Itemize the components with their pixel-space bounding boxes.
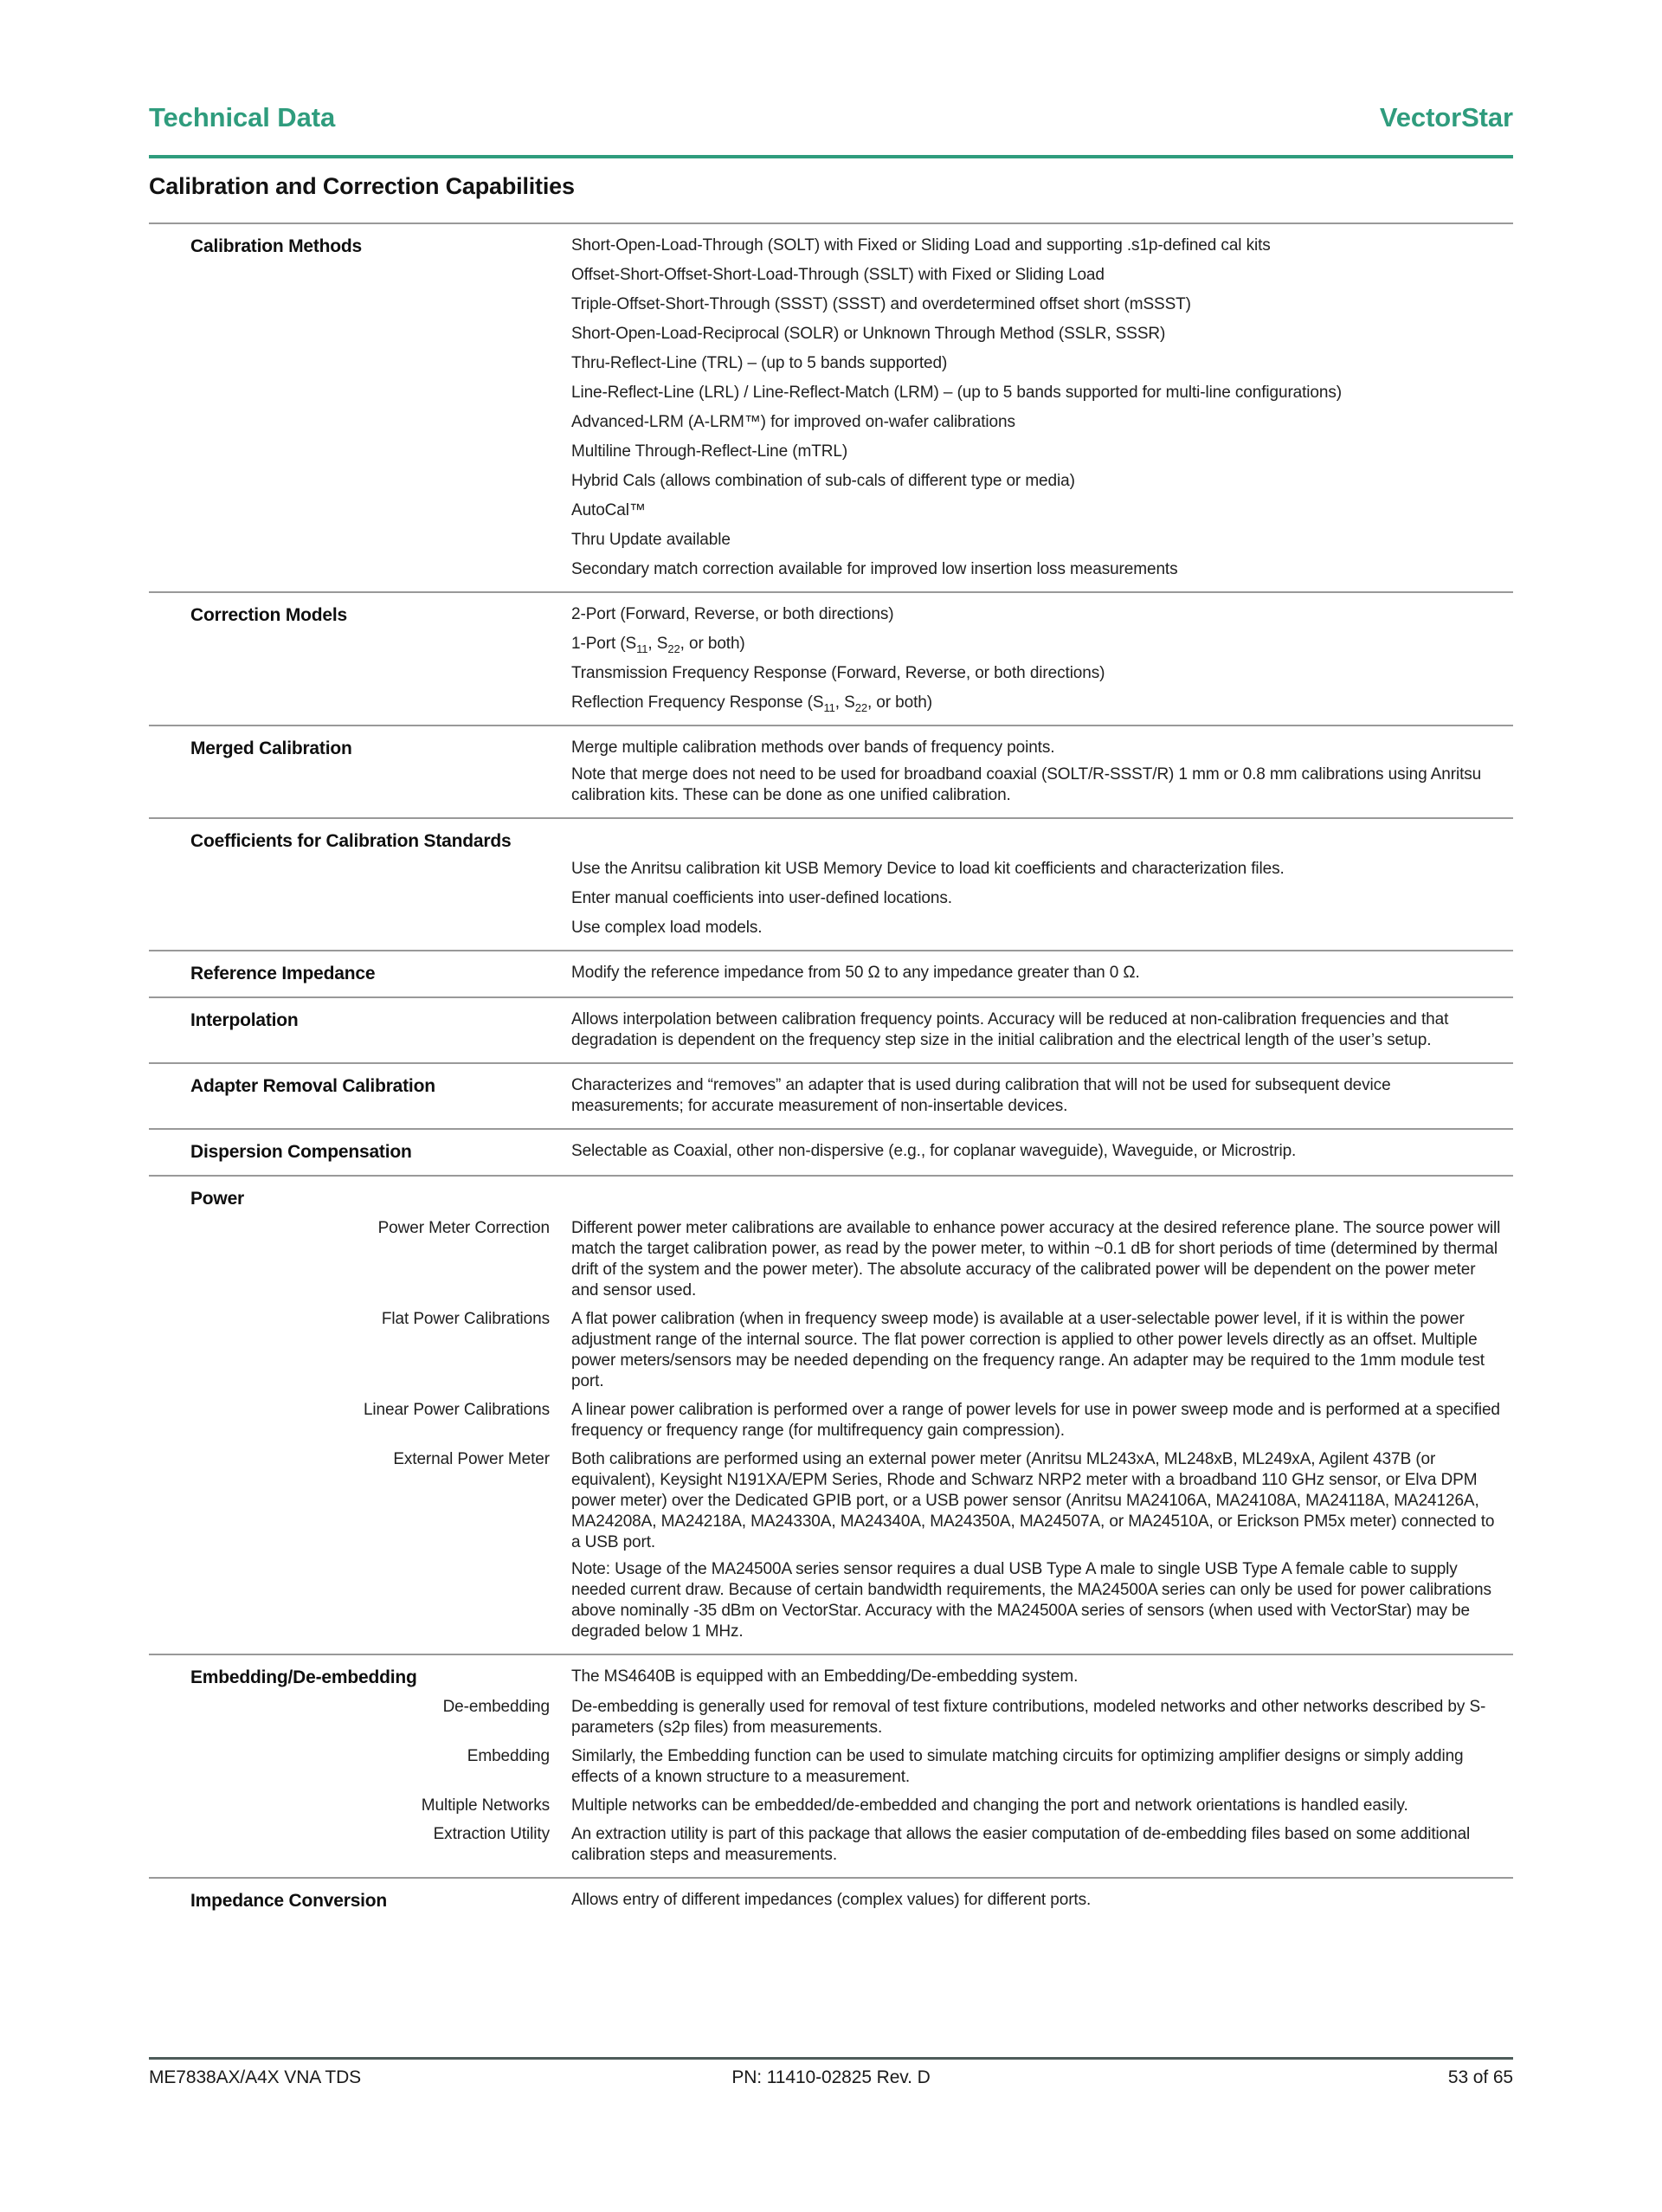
- section-title: Coefficients for Calibration Standards: [190, 831, 512, 851]
- embedding-subrows: [149, 1697, 1513, 1866]
- subrow-content: [571, 1218, 1506, 1301]
- section-content: [571, 859, 1506, 938]
- section-title: Merged Calibration: [190, 738, 352, 758]
- spec-paragraph: A flat power calibration (when in frequency sweep mode) is available at a user-selectable power level, if it is within the power adjustment range of the internal source. The flat power correction is applied to other power levels directly as an offset. Multiple power meters/sensors may be needed depending on the frequency range. An adapter may be required to the 1mm module test port.: [571, 1310, 1485, 1390]
- text-fragment: , S: [647, 635, 668, 653]
- page-footer: [149, 2057, 1513, 2088]
- section-coefficients: [149, 817, 1513, 950]
- subrow-content: [571, 1400, 1506, 1441]
- section-title: Dispersion Compensation: [190, 1142, 412, 1162]
- spec-line: Enter manual coefficients into user-defined locations.: [571, 889, 952, 907]
- spec-line: Short-Open-Load-Through (SOLT) with Fixed or Sliding Load and supporting .s1p-defined cal kits: [571, 236, 1271, 255]
- subrow-extraction-utility: [149, 1824, 1513, 1866]
- section-reference-impedance: [149, 950, 1513, 996]
- spec-line: Multiline Through-Reflect-Line (mTRL): [571, 442, 848, 461]
- subrow-content: [571, 1796, 1506, 1816]
- subrow-label: Flat Power Calibrations: [381, 1310, 550, 1328]
- section-dispersion-compensation: [149, 1128, 1513, 1175]
- subrow-de-embedding: [149, 1697, 1513, 1738]
- section-correction-models: [149, 591, 1513, 725]
- subrow-flat-power-calibrations: [149, 1309, 1513, 1392]
- section-content: [571, 738, 1506, 806]
- spec-paragraph: The MS4640B is equipped with an Embedding/De-embedding system.: [571, 1667, 1079, 1686]
- spec-line: Thru-Reflect-Line (TRL) – (up to 5 bands supported): [571, 354, 948, 372]
- text-fragment: Reflection Frequency Response (S: [571, 693, 824, 712]
- header-rule: [149, 155, 1513, 158]
- section-title: Adapter Removal Calibration: [190, 1076, 435, 1096]
- section-adapter-removal: [149, 1062, 1513, 1128]
- spec-paragraph: A linear power calibration is performed over a range of power levels for use in power sweep mode and is performed at a specified frequency or frequency range (for multifrequency gain compression).: [571, 1401, 1500, 1440]
- subrow-external-power-meter: [149, 1449, 1513, 1642]
- spec-paragraph: Multiple networks can be embedded/de-embedded and changing the port and network orientations is handled easily.: [571, 1796, 1408, 1815]
- text-fragment: , S: [834, 693, 855, 712]
- section-title: Impedance Conversion: [190, 1891, 388, 1911]
- spec-line: Use the Anritsu calibration kit USB Memory Device to load kit coefficients and characterization files.: [571, 860, 1285, 878]
- spec-line: 2-Port (Forward, Reverse, or both directions): [571, 605, 894, 623]
- subrow-label: Power Meter Correction: [377, 1219, 550, 1237]
- footer-part-number: PN: 11410-02825 Rev. D: [731, 2067, 931, 2087]
- section-title: Reference Impedance: [190, 964, 376, 983]
- spec-paragraph: Different power meter calibrations are available to enhance power accuracy at the desired reference plane. The source power will match the target calibration power, as read by the power meter, to within ~0.1 dB for short periods of time (determined by thermal drift of the system and the power meter). The absolute accuracy of the calibrated power will be dependent on the power meter and sensor used.: [571, 1219, 1501, 1299]
- section-impedance-conversion: [149, 1877, 1513, 1924]
- subrow-label: Linear Power Calibrations: [363, 1401, 550, 1419]
- spec-paragraph: Characterizes and “removes” an adapter that is used during calibration that will not be used for subsequent device measurements; for accurate measurement of non-insertable devices.: [571, 1076, 1391, 1115]
- section-title: Correction Models: [190, 605, 347, 625]
- spec-line: Advanced-LRM (A-LRM™) for improved on-wafer calibrations: [571, 413, 1015, 431]
- subscript: 22: [667, 642, 680, 655]
- spec-line: Transmission Frequency Response (Forward, Reverse, or both directions): [571, 664, 1105, 682]
- spec-line: Secondary match correction available for improved low insertion loss measurements: [571, 560, 1178, 578]
- spec-paragraph: Modify the reference impedance from 50 Ω to any impedance greater than 0 Ω.: [571, 964, 1140, 982]
- section-interpolation: [149, 996, 1513, 1062]
- section-title: Interpolation: [190, 1010, 299, 1030]
- text-fragment: , or both): [866, 693, 932, 712]
- spec-line: Line-Reflect-Line (LRL) / Line-Reflect-Match (LRM) – (up to 5 bands supported for multi-line configurations): [571, 384, 1342, 402]
- subrow-label: Extraction Utility: [433, 1825, 550, 1843]
- section-content: [571, 1141, 1506, 1164]
- spec-table: [149, 222, 1513, 1924]
- text-fragment: 1-Port (S: [571, 635, 637, 653]
- spec-line: Hybrid Cals (allows combination of sub-cals of different type or media): [571, 472, 1075, 490]
- text-fragment: , or both): [680, 635, 745, 653]
- spec-line: [571, 693, 1506, 713]
- spec-paragraph: An extraction utility is part of this package that allows the easier computation of de-embedding files based on some additional calibration steps and measurements.: [571, 1825, 1471, 1864]
- subscript: 11: [636, 642, 648, 655]
- subrow-label: De-embedding: [442, 1698, 550, 1716]
- footer-page-number: 53 of 65: [1447, 2067, 1513, 2087]
- section-merged-calibration: [149, 725, 1513, 817]
- brand-title: VectorStar: [1379, 102, 1513, 132]
- spec-line: Short-Open-Load-Reciprocal (SOLR) or Unknown Through Method (SSLR, SSSR): [571, 325, 1166, 343]
- section-content: [571, 963, 1506, 985]
- spec-line: Offset-Short-Offset-Short-Load-Through (SSLT) with Fixed or Sliding Load: [571, 266, 1105, 284]
- spec-line: AutoCal™: [571, 501, 646, 519]
- section-content: [571, 235, 1506, 580]
- section-title: Power: [190, 1189, 245, 1209]
- section-content: [571, 604, 1506, 713]
- section-power: [149, 1175, 1513, 1654]
- subrow-content: [571, 1746, 1506, 1788]
- spec-paragraph: Note that merge does not need to be used for broadband coaxial (SOLT/R-SSST/R) 1 mm or 0.8 mm calibrations using Anritsu calibration kits. These can be done as one unified calibration.: [571, 765, 1482, 804]
- section-content: [571, 1890, 1506, 1912]
- subrow-label: Multiple Networks: [421, 1796, 550, 1815]
- subrow-content: [571, 1309, 1506, 1392]
- spec-paragraph: Similarly, the Embedding function can be used to simulate matching circuits for optimizing amplifier designs or simply adding effects of a known structure to a measurement.: [571, 1747, 1464, 1786]
- spec-paragraph: Both calibrations are performed using an external power meter (Anritsu ML243xA, ML248xB, ML249xA, Agilent 437B (or equivalent), Keysight N191XA/EPM Series, Rhode and Schwarz NRP2 meter with a broadband 110 GHz sensor, or Elva DPM power meter) over the Dedicated GPIB port, or a USB power sensor (Anritsu MA24106A, MA24108A, MA24118A, MA24126A, MA24208A, MA24218A, MA24330A, MA24340A, MA24350A, MA24507A, or MA24510A, or Erickson PM5x meter) connected to a USB port.: [571, 1450, 1495, 1551]
- doc-type-title: Technical Data: [149, 102, 336, 132]
- subrow-content: [571, 1697, 1506, 1738]
- subrow-embedding: [149, 1746, 1513, 1788]
- subrow-content: [571, 1824, 1506, 1866]
- subscript: 11: [823, 700, 835, 714]
- section-content: [571, 1075, 1506, 1117]
- subrow-multiple-networks: [149, 1796, 1513, 1816]
- subscript: 22: [854, 700, 867, 714]
- spec-paragraph: De-embedding is generally used for removal of test fixture contributions, modeled networks and other networks described by S-parameters (s2p files) from measurements.: [571, 1698, 1486, 1737]
- spec-paragraph: Allows entry of different impedances (complex values) for different ports.: [571, 1891, 1092, 1909]
- section-title: Calibration Methods: [190, 236, 363, 256]
- embedding-intro-row: [149, 1667, 1513, 1689]
- spec-note: Note: Usage of the MA24500A series sensor requires a dual USB Type A male to single USB Type A female cable to supply needed current draw. Because of certain bandwidth requirements, the MA24500A series can only be used for power calibrations above nominally -35 dBm on VectorStar. Accuracy with the MA24500A series of sensors (when used with VectorStar) may be degraded below 1 MHz.: [571, 1560, 1491, 1641]
- spec-paragraph: Allows interpolation between calibration frequency points. Accuracy will be reduced at non-calibration frequencies and that degradation is dependent on the frequency step size in the initial calibration and the electrical length of the user’s setup.: [571, 1010, 1449, 1049]
- subrow-content: [571, 1449, 1506, 1642]
- section-content: [571, 1009, 1506, 1051]
- page-header: [149, 0, 1513, 133]
- page-title: Calibration and Correction Capabilities: [149, 173, 575, 199]
- footer-document-id: ME7838AX/A4X VNA TDS: [149, 2067, 362, 2087]
- section-title: Embedding/De-embedding: [190, 1667, 417, 1687]
- spec-paragraph: Merge multiple calibration methods over bands of frequency points.: [571, 738, 1055, 757]
- section-calibration-methods: [149, 222, 1513, 591]
- subrow-power-meter-correction: [149, 1218, 1513, 1301]
- spec-line: Thru Update available: [571, 531, 731, 549]
- power-subrows: [149, 1218, 1513, 1642]
- subrow-label: External Power Meter: [393, 1450, 550, 1468]
- subrow-linear-power-calibrations: [149, 1400, 1513, 1441]
- section-embedding: [149, 1654, 1513, 1877]
- subrow-label: Embedding: [467, 1747, 550, 1765]
- section-content: [571, 1667, 1506, 1689]
- spec-line: Triple-Offset-Short-Through (SSST) (SSST) and overdetermined offset short (mSSST): [571, 295, 1191, 313]
- spec-line: [571, 634, 1506, 655]
- spec-paragraph: Selectable as Coaxial, other non-dispersive (e.g., for coplanar waveguide), Waveguide, or Microstrip.: [571, 1142, 1297, 1160]
- spec-line: Use complex load models.: [571, 919, 763, 937]
